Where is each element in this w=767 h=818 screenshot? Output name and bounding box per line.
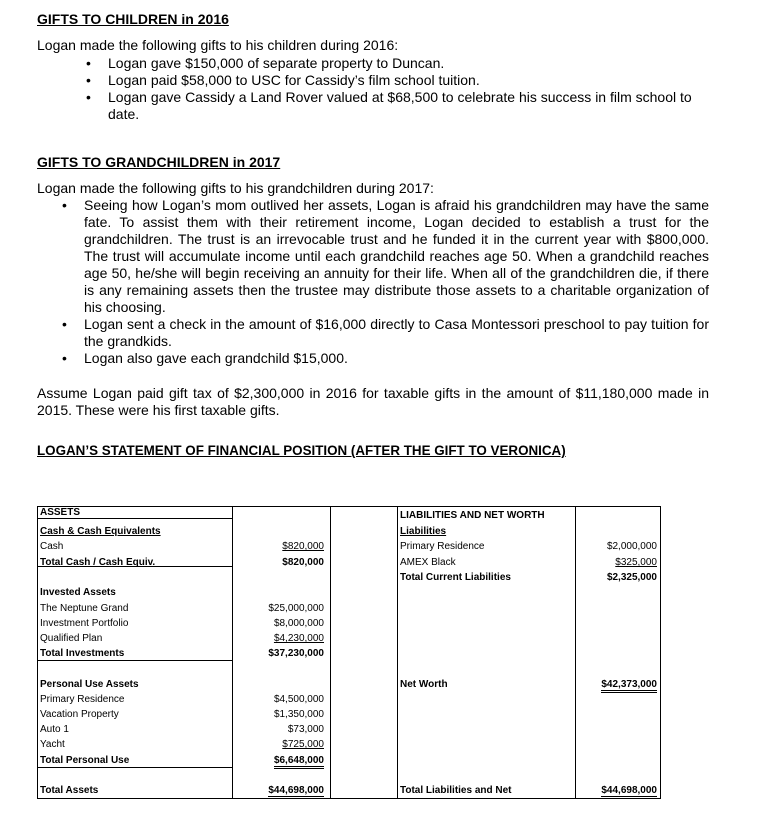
total-liabilities-net-value: $44,698,000 [601, 785, 657, 799]
row-divider [38, 660, 232, 661]
column-divider [575, 507, 576, 798]
bullet-icon: • [62, 197, 67, 213]
bullet-icon: • [62, 350, 67, 366]
personal-label: Vacation Property [40, 709, 119, 720]
grandchildren-gift-list [62, 197, 709, 367]
bullet-icon: • [86, 89, 91, 105]
net-worth-value: $42,373,000 [601, 679, 657, 693]
statement-heading: LOGAN’S STATEMENT OF FINANCIAL POSITION (AFTER THE GIFT TO VERONICA) [37, 443, 566, 458]
total-cash-value: $820,000 [282, 557, 324, 568]
personal-value: $73,000 [287, 724, 324, 735]
liability-value: $2,000,000 [606, 541, 657, 552]
invested-value: $8,000,000 [273, 618, 324, 629]
net-worth-label: Net Worth [400, 679, 448, 690]
list-item: • Seeing how Logan’s mom outlived her assets, Logan is afraid his grandchildren may have the same fate. To assist them with their retirement income, Logan decided to establish a trust for the grandchildren. The trust is an irrevocable trust and he funded it in the current year with $800,000. The trust will accumulate income until each grandchild reaches age 50. When a grandchild reaches age 50, he/she will begin receiving an annuity for their life. When all of the grandchildren die, if there is any remaining assets then the trustee may distribute those assets to a charitable organization of his choosing. [62, 197, 709, 315]
bullet-icon: • [86, 55, 91, 71]
invested-label: The Neptune Grand [40, 603, 129, 614]
invested-label: Investment Portfolio [40, 618, 129, 629]
children-gift-list [86, 55, 713, 123]
column-divider [232, 507, 233, 798]
total-liabilities-value: $2,325,000 [606, 572, 657, 583]
list-item: • Logan paid $58,000 to USC for Cassidy’s film school tuition. [86, 72, 480, 88]
liabilities-header: LIABILITIES AND NET WORTH [400, 510, 545, 521]
liability-value: $325,000 [615, 557, 657, 568]
assumption-paragraph: Assume Logan paid gift tax of $2,300,000 in 2016 for taxable gifts in the amount of $11,180,000 made in 2015. These were his first taxable gifts. [37, 385, 709, 418]
total-assets-label: Total Assets [40, 785, 99, 796]
assets-header: ASSETS [40, 507, 81, 518]
column-divider [397, 507, 398, 798]
row-divider [38, 767, 232, 768]
personal-value: $725,000 [282, 739, 324, 750]
section-heading-children: GIFTS TO CHILDREN in 2016 [37, 11, 229, 27]
invested-header: Invested Assets [40, 587, 116, 598]
column-divider [330, 507, 331, 798]
liability-label: Primary Residence [400, 541, 485, 552]
cash-value: $820,000 [282, 541, 324, 552]
total-invest-label: Total Investments [40, 648, 125, 659]
total-liabilities-label: Total Current Liabilities [400, 572, 511, 583]
personal-value: $1,350,000 [273, 709, 324, 720]
financial-statement-table [37, 506, 661, 799]
personal-label: Auto 1 [40, 724, 69, 735]
cash-label: Cash [40, 541, 64, 552]
section-intro-children: Logan made the following gifts to his children during 2016: [37, 37, 399, 53]
total-cash-label: Total Cash / Cash Equiv. [40, 557, 156, 568]
total-liabilities-net-label: Total Liabilities and Net [400, 785, 512, 796]
list-item: • Logan gave Cassidy a Land Rover valued at $68,500 to celebrate his success in film school to date. [86, 89, 692, 122]
total-assets-value: $44,698,000 [268, 785, 324, 799]
list-item: • Logan sent a check in the amount of $16,000 directly to Casa Montessori preschool to pay tuition for the grandkids. [62, 316, 709, 349]
section-intro-grandchildren: Logan made the following gifts to his grandchildren during 2017: [37, 180, 434, 196]
personal-label: Primary Residence [40, 694, 125, 705]
personal-label: Yacht [40, 739, 65, 750]
invested-value: $4,230,000 [273, 633, 324, 644]
personal-value: $4,500,000 [273, 694, 324, 705]
list-item: • Logan gave $150,000 of separate property to Duncan. [86, 55, 445, 71]
total-personal-value: $6,648,000 [274, 755, 324, 769]
list-item: • Logan also gave each grandchild $15,000. [62, 350, 348, 366]
invested-value: $25,000,000 [268, 603, 324, 614]
total-personal-label: Total Personal Use [40, 755, 130, 766]
section-heading-grandchildren: GIFTS TO GRANDCHILDREN in 2017 [37, 154, 281, 170]
liability-label: AMEX Black [400, 557, 456, 568]
bullet-icon: • [62, 316, 67, 332]
invested-label: Qualified Plan [40, 633, 103, 644]
cash-header: Cash & Cash Equivalents [40, 526, 161, 537]
personal-header: Personal Use Assets [40, 679, 139, 690]
liabilities-subheader: Liabilities [400, 526, 447, 537]
total-invest-value: $37,230,000 [268, 648, 324, 659]
bullet-icon: • [86, 72, 91, 88]
